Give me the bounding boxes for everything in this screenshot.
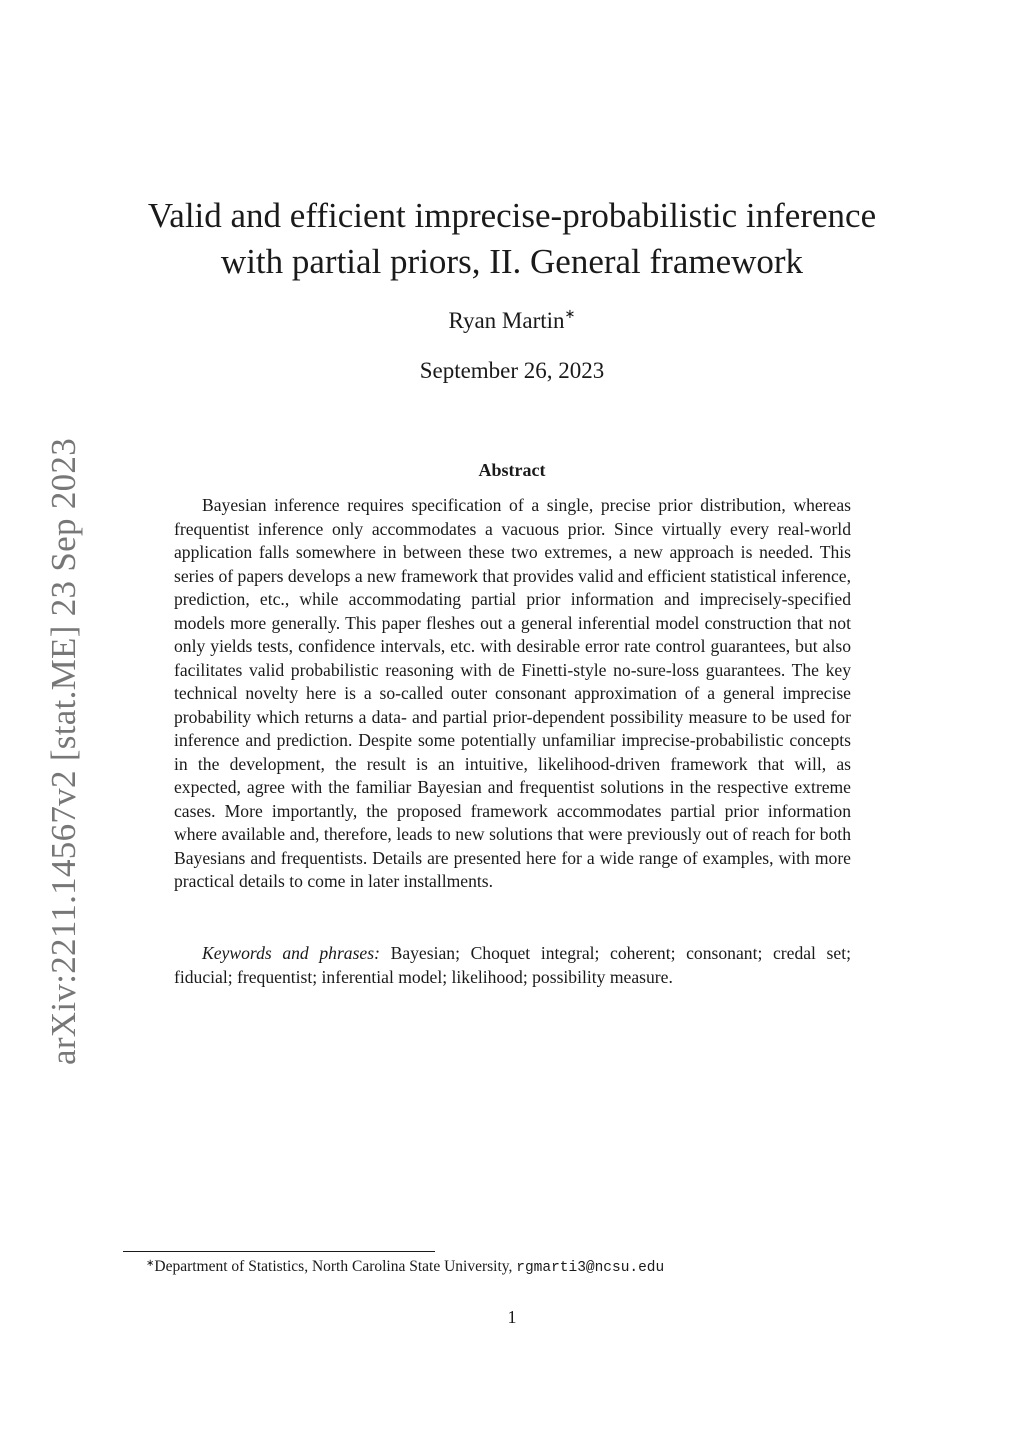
footnote bbox=[146, 1258, 664, 1276]
keywords-text: Bayesian; Choquet integral; coherent; consonant; credal set; fiducial; frequentist; inferential model; likelihood; possibility measure. bbox=[174, 943, 851, 987]
footnote-text: Department of Statistics, North Carolina State University, bbox=[154, 1258, 517, 1275]
page-number: 1 bbox=[507, 1307, 517, 1327]
author-email[interactable]: rgmarti3@ncsu.edu bbox=[516, 1260, 665, 1276]
title-line-1: Valid and efficient imprecise-probabilistic inference bbox=[147, 196, 877, 235]
footnote-marker: ∗ bbox=[146, 1258, 155, 1269]
keywords-label: Keywords and phrases: bbox=[202, 943, 380, 963]
abstract-heading: Abstract bbox=[478, 460, 546, 480]
paper-date: September 26, 2023 bbox=[419, 358, 605, 383]
footnote-rule bbox=[123, 1251, 435, 1252]
author-name: Ryan Martin bbox=[448, 308, 565, 333]
keywords bbox=[174, 942, 851, 989]
author bbox=[0, 308, 1024, 334]
title-line-2: with partial priors, II. General framework bbox=[220, 242, 804, 281]
arxiv-stamp: arXiv:2211.14567v2 [stat.ME] 23 Sep 2023 bbox=[44, 437, 83, 1065]
paper-title bbox=[0, 193, 1024, 285]
author-footnote-marker[interactable]: ∗ bbox=[564, 306, 576, 321]
abstract-body: Bayesian inference requires specification of a single, precise prior distribution, whereas frequentist inference only accommodates a vacuous prior. Since virtually every real-world application falls somewhere in between these two extremes, a new approach is needed. This series of papers develops a new framework that provides valid and efficient statistical inference, prediction, etc., while accommodating partial prior information and imprecisely-specified models more generally. This paper fleshes out a general inferential model construction that not only yields tests, confidence intervals, etc. with desirable error rate control guarantees, but also facilitates valid probabilistic reasoning with de Finetti-style no-sure-loss guarantees. The key technical novelty here is a so-called outer consonant approximation of a general imprecise probability which returns a data- and partial prior-dependent possibility measure to be used for inference and prediction. Despite some potentially unfamiliar imprecise-probabilistic concepts in the development, the result is an intuitive, likelihood-driven framework that will, as expected, agree with the familiar Bayesian and frequentist solutions in the respective extreme cases. More importantly, the proposed framework accommodates partial prior information where available and, therefore, leads to new solutions that were previously out of reach for both Bayesians and frequentists. Details are presented here for a wide range of examples, with more practical details to come in later installments. bbox=[174, 495, 851, 891]
